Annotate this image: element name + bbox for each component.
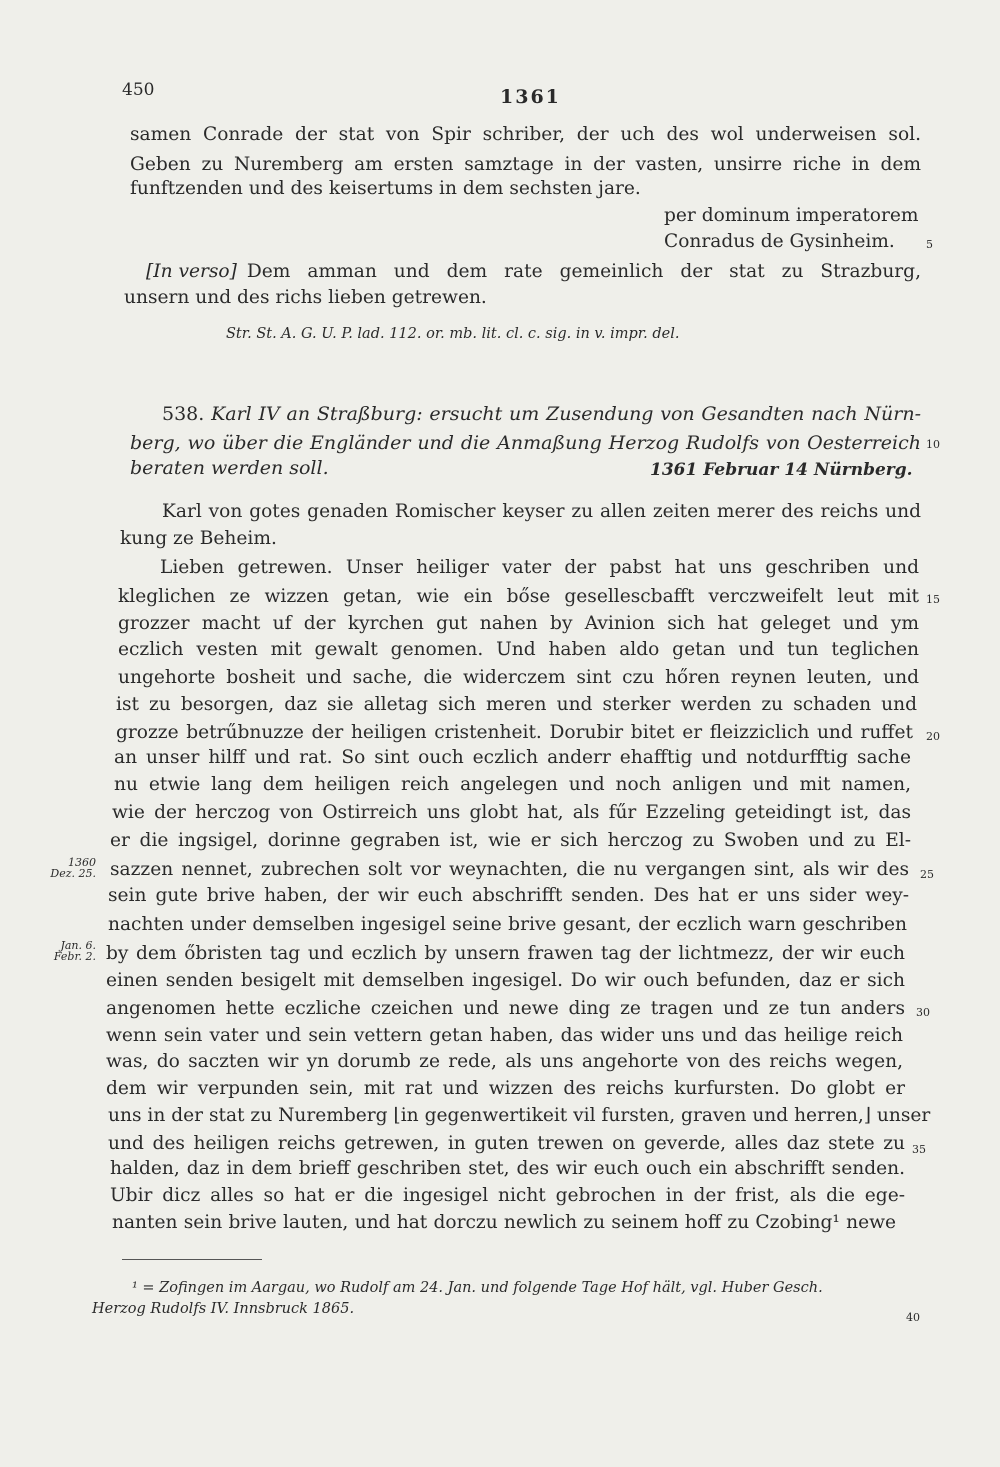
text-line: unsern und des richs lieben getrewen. [124,287,487,308]
text-line: samen Conrade der stat von Spir schriber, der uch des wol underweisen sol. [130,124,921,145]
text-line: grozze betrűbnuzze der heiligen cristenheit. Dorubir bitet er fleizziclich und ruffet [116,722,913,743]
line-number: 5 [926,238,933,251]
document-number: 538. [162,403,205,425]
margin-note-date [30,940,96,962]
heading-line: berg, wo über die Engländer und die Anmaßung Herzog Rudolfs von Oesterreich [130,432,921,454]
margin-note-day: Jan. 6. [60,939,96,952]
text-line: wie der herczog von Ostirreich uns globt hat, als fűr Ezzeling geteidingt ist, das [112,802,911,823]
running-head-year: 1361 [500,86,561,108]
text-line: was, do saczten wir yn dorumb ze rede, als uns angehorte von des reichs wegen, [106,1051,903,1072]
text-line: Lieben getrewen. Unser heiliger vater der pabst hat uns geschriben und [160,557,919,578]
heading-line: Karl IV an Straßburg: ersucht um Zusendung von Gesandten nach Nürn- [211,403,921,425]
document-date: 1361 Februar 14 Nürnberg. [650,460,913,480]
text-line: kleglichen ze wizzen getan, wie ein bőse gesellescbafft verczweifelt leut mit [118,586,919,607]
document-heading [162,402,921,426]
line-number: 40 [906,1311,920,1324]
text-line: nachten under demselben ingesigel seine brive gesant, der eczlich warn geschriben [108,914,907,935]
line-number: 15 [926,593,940,606]
text-line: einen senden besigelt mit demselben ingesigel. Do wir ouch befunden, daz er sich [106,970,905,991]
text-line: ungehorte bosheit und sache, die widerczem sint czu hőren reynen leuten, und [118,667,919,688]
line-number: 20 [926,730,940,743]
heading-line: beraten werden soll. [130,457,329,479]
text-line: an unser hilff und rat. So sint ouch eczlich anderr ehafftig und notdurfftig sache [114,747,911,768]
text-line: sein gute brive haben, der wir euch abschrifft senden. Des hat er uns sider wey- [108,885,909,906]
text-line: Ubir dicz alles so hat er die ingesigel nicht gebrochen in der frist, als die ege- [110,1185,905,1206]
text-line: eczlich vesten mit gewalt genomen. Und haben aldo getan und tun teglichen [118,639,919,660]
text-line: wenn sein vater und sein vettern getan haben, das wider uns und das heilige reich [106,1025,903,1046]
verso-line [146,260,921,284]
margin-note-year: 1360 [68,856,96,869]
text-line: grozzer macht uf der kyrchen gut nahen by Avinion sich hat geleget und ym [118,613,919,634]
text-line: by dem őbristen tag und eczlich by unsern frawen tag der lichtmezz, der wir euch [106,943,905,964]
margin-note-day: Febr. 2. [53,950,96,963]
source-citation: Str. St. A. G. U. P. lad. 112. or. mb. lit. cl. c. sig. in v. impr. del. [226,326,680,342]
margin-note-date [30,857,96,879]
text-line: nanten sein brive lauten, und hat dorczu newlich zu seinem hoff zu Czobing¹ newe [112,1212,896,1233]
text-line: angenomen hette eczliche czeichen und newe ding ze tragen und ze tun anders [106,998,905,1019]
text-line: halden, daz in dem brieff geschriben stet, des wir euch ouch ein abschrifft senden. [110,1158,905,1179]
text-line: sazzen nennet, zubrechen solt vor weynachten, die nu vergangen sint, als wir des [110,859,909,880]
text-line: dem wir verpunden sein, mit rat und wizzen des reichs kurfursten. Do globt er [106,1078,905,1099]
footnote-rule [122,1259,262,1260]
margin-note-day: Dez. 25. [50,867,96,880]
page-number: 450 [122,80,155,100]
line-number: 30 [916,1006,930,1019]
verso-label: [In verso] [146,261,237,282]
text-line: ist zu besorgen, daz sie alletag sich meren und sterker werden zu schaden und [116,694,917,715]
text-line: kung ze Beheim. [120,528,277,549]
footnote-line: ¹ = Zofingen im Aargau, wo Rudolf am 24. Jan. und folgende Tage Hof hält, vgl. Huber Gesch. [132,1280,823,1296]
signature-line: Conradus de Gysinheim. [664,231,895,252]
signature-line: per dominum imperatorem [664,205,919,226]
verso-text: Dem amman und dem rate gemeinlich der stat zu Strazburg, [246,261,921,282]
text-line: funftzenden und des keisertums in dem sechsten jare. [130,178,641,199]
footnote-line: Herzog Rudolfs IV. Innsbruck 1865. [92,1301,355,1317]
text-line: Geben zu Nuremberg am ersten samztage in der vasten, unsirre riche in dem [130,154,921,175]
text-line: und des heiligen reichs getrewen, in guten trewen on geverde, alles daz stete zu [108,1133,905,1154]
line-number: 35 [912,1143,926,1156]
text-line: Karl von gotes genaden Romischer keyser zu allen zeiten merer des reichs und [162,501,921,522]
line-number: 25 [920,868,934,881]
text-line: uns in der stat zu Nuremberg ⌊in gegenwertikeit vil fursten, graven und herren,⌋ unser [108,1105,931,1126]
line-number: 10 [926,438,940,451]
text-line: er die ingsigel, dorinne gegraben ist, wie er sich herczog zu Swoben und zu El- [110,830,911,851]
text-line: nu etwie lang dem heiligen reich angelegen und noch anligen und mit namen, [114,774,911,795]
